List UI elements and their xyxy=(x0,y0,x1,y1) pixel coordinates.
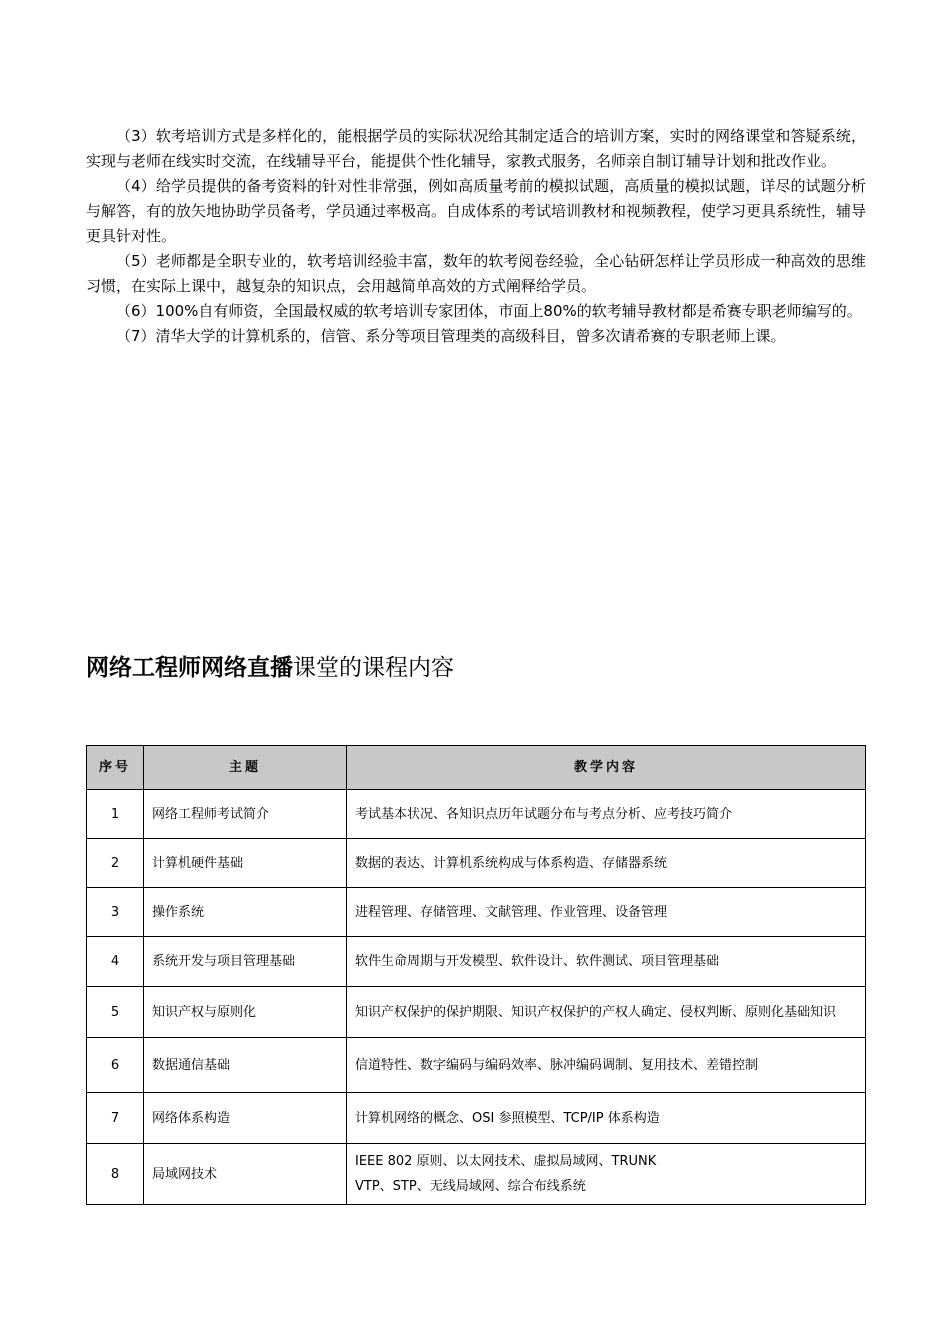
table-row xyxy=(87,937,866,987)
header-topic: 主题 xyxy=(144,746,347,790)
paragraph-7: （7）清华大学的计算机系的，信管、系分等项目管理类的高级科目，曾多次请希赛的专职老师上课。 xyxy=(116,327,786,345)
section-heading xyxy=(86,650,454,686)
course-content-table xyxy=(86,745,866,1205)
row-content: 知识产权保护的保护期限、知识产权保护的产权人确定、侵权判断、原则化基础知识 xyxy=(347,987,866,1038)
row-content xyxy=(347,1144,866,1205)
row-content: 信道特性、数字编码与编码效率、脉冲编码调制、复用技术、差错控制 xyxy=(347,1038,866,1093)
row-no: 4 xyxy=(87,937,144,987)
row-content: 计算机网络的概念、OSI 参照模型、TCP/IP 体系构造 xyxy=(347,1093,866,1144)
row-topic: 数据通信基础 xyxy=(144,1038,347,1093)
row-topic: 系统开发与项目管理基础 xyxy=(144,937,347,987)
table-row xyxy=(87,1093,866,1144)
table-row xyxy=(87,1038,866,1093)
row-content: 进程管理、存储管理、文献管理、作业管理、设备管理 xyxy=(347,888,866,937)
row-no: 3 xyxy=(87,888,144,937)
row-content: 数据的表达、计算机系统构成与体系构造、存储器系统 xyxy=(347,839,866,888)
table-row xyxy=(87,790,866,839)
intro-paragraphs xyxy=(86,124,866,349)
table-row xyxy=(87,1144,866,1205)
row-no: 7 xyxy=(87,1093,144,1144)
header-no: 序号 xyxy=(87,746,144,790)
row-content: 软件生命周期与开发模型、软件设计、软件测试、项目管理基础 xyxy=(347,937,866,987)
table-row xyxy=(87,839,866,888)
paragraph-5: （5）老师都是全职专业的，软考培训经验丰富，数年的软考阅卷经验，全心钻研怎样让学员形成一种高效的思维习惯，在实际上课中，越复杂的知识点，会用越简单高效的方式阐释给学员。 xyxy=(86,252,866,295)
paragraph-3: （3）软考培训方式是多样化的，能根据学员的实际状况给其制定适合的培训方案，实时的网络课堂和答疑系统，实现与老师在线实时交流，在线辅导平台，能提供个性化辅导，家教式服务，名师亲自制订辅导计划和批改作业。 xyxy=(86,127,866,170)
header-content: 教学内容 xyxy=(347,746,866,790)
row-no: 6 xyxy=(87,1038,144,1093)
row-content: 考试基本状况、各知识点历年试题分布与考点分析、应考技巧简介 xyxy=(347,790,866,839)
heading-bold-part: 网络工程师网络直播 xyxy=(86,655,293,681)
paragraph-4: （4）给学员提供的备考资料的针对性非常强，例如高质量考前的模拟试题，高质量的模拟试题，详尽的试题分析与解答，有的放矢地协助学员备考，学员通过率极高。自成体系的考试培训教材和视频教程，使学习更具系统性，辅导更具针对性。 xyxy=(86,177,867,245)
row-topic: 网络工程师考试简介 xyxy=(144,790,347,839)
row-topic: 计算机硬件基础 xyxy=(144,839,347,888)
paragraph-6: （6）100%自有师资，全国最权威的软考培训专家团体，市面上80%的软考辅导教材都是希赛专职老师编写的。 xyxy=(116,302,862,320)
row-content-line: IEEE 802 原则、以太网技术、虚拟局域网、TRUNK xyxy=(355,1154,657,1169)
row-topic: 网络体系构造 xyxy=(144,1093,347,1144)
table-row xyxy=(87,888,866,937)
row-no: 1 xyxy=(87,790,144,839)
row-topic: 局域网技术 xyxy=(144,1144,347,1205)
row-no: 8 xyxy=(87,1144,144,1205)
table-row xyxy=(87,987,866,1038)
row-topic: 操作系统 xyxy=(144,888,347,937)
row-no: 2 xyxy=(87,839,144,888)
row-content-line: VTP、STP、无线局域网、综合布线系统 xyxy=(355,1179,586,1194)
heading-regular-part: 课堂的课程内容 xyxy=(293,655,454,681)
table-header-row xyxy=(87,746,866,790)
row-topic: 知识产权与原则化 xyxy=(144,987,347,1038)
row-no: 5 xyxy=(87,987,144,1038)
